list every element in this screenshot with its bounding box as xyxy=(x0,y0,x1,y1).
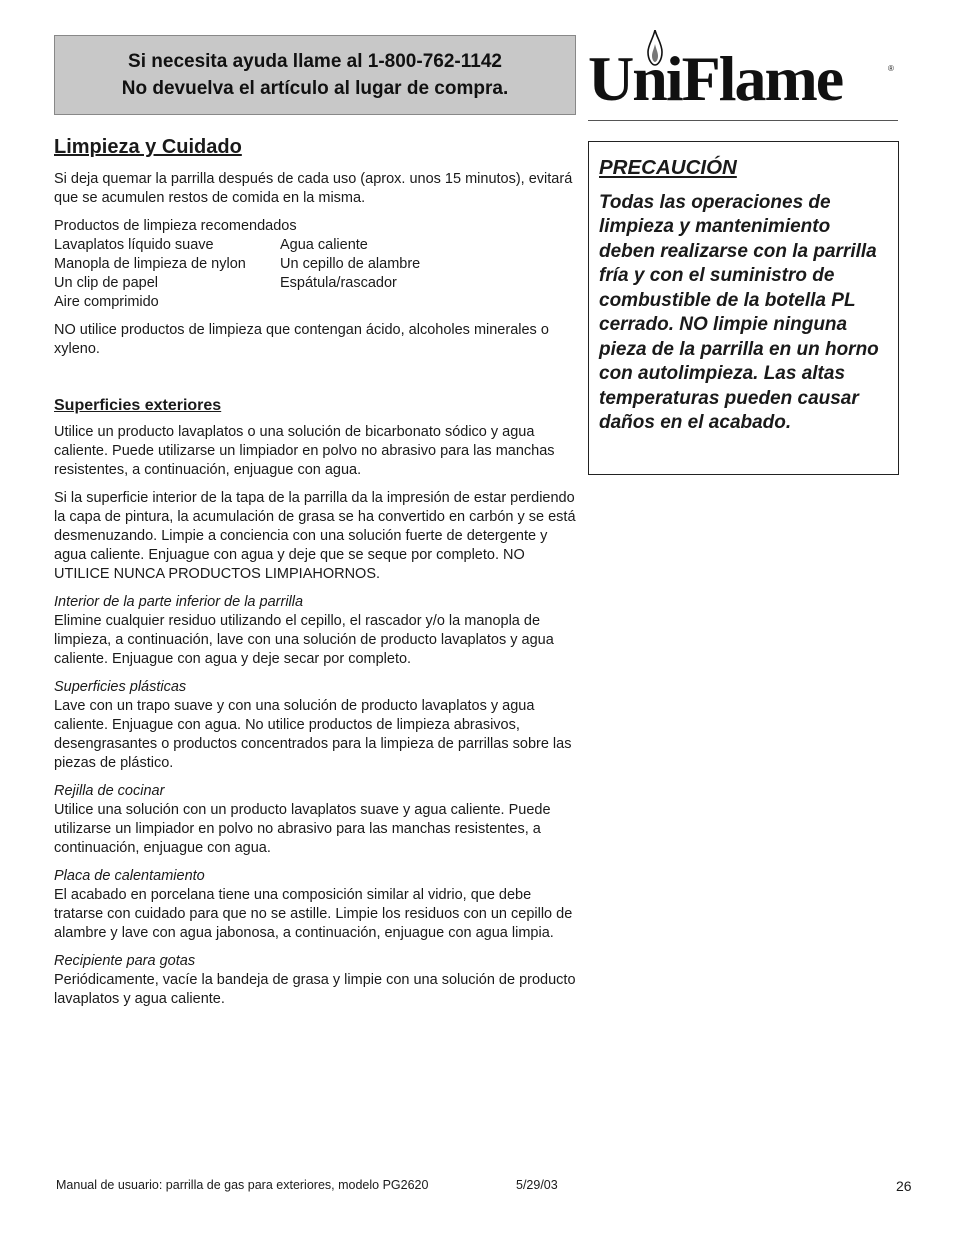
subsection xyxy=(54,782,576,858)
header-rule xyxy=(588,120,898,121)
logo-wordmark: UniFlame xyxy=(588,43,843,114)
product-item: Un clip de papel xyxy=(54,275,158,291)
help-banner xyxy=(54,35,576,115)
lid-paragraph: Si la superficie interior de la tapa de la parrilla da la impresión de estar perdiendo la capa de pintura, la acumulación de grasa se ha convertido en carbón y se está desmenuzando. Limpie a conciencia con una solución fuerte de detergente y agua caliente. Enjuague con agua y deje que se seque por completo. NO UTILICE NUNCA PRODUCTOS LIMPIAHORNOS. xyxy=(54,490,576,582)
subsection-text: Elimine cualquier residuo utilizando el cepillo, el rascador y/o la manopla de limpieza, a continuación, lave con una solución de producto lavaplatos y agua caliente. Enjuague con agua y deje secar por completo. xyxy=(54,613,554,667)
subsection-title: Placa de calentamiento xyxy=(54,868,205,884)
registered-mark: ® xyxy=(888,64,894,73)
uniflame-logo xyxy=(588,30,898,115)
exterior-heading: Superficies exteriores xyxy=(54,397,222,414)
subsection-title: Interior de la parte inferior de la parrilla xyxy=(54,594,304,610)
subsection xyxy=(54,678,576,773)
product-item: Un cepillo de alambre xyxy=(280,256,421,272)
return-notice-line: No devuelva el artículo al lugar de compra. xyxy=(121,78,509,99)
subsection-text: Lave con un trapo suave y con una solución de producto lavaplatos y agua caliente. Enjuague con agua. No utilice productos de limpieza abrasivos, desengrasantes o productos concentrados para la limpieza de parrillas sobre las piezas de plástico. xyxy=(54,698,572,771)
subsection-text: El acabado en porcelana tiene una composición similar al vidrio, que debe tratarse con cuidado para que no se astille. Limpie los residuos con un cepillo de alambre y lave con agua jabonosa, a continuación, enjuague con agua limpia. xyxy=(54,887,573,941)
product-item: Aire comprimido xyxy=(54,294,159,310)
subsection-text: Periódicamente, vacíe la bandeja de grasa y limpie con una solución de producto lavaplatos y agua caliente. xyxy=(54,972,576,1007)
subsection xyxy=(54,867,576,943)
footer-date: 5/29/03 xyxy=(516,1178,558,1192)
caution-text: Todas las operaciones de limpieza y mantenimiento deben realizarse con la parrilla fría y con el suministro de combustible de la botella PL cerrado. NO limpie ninguna pieza de la parrilla en un horno con autolimpieza. Las altas temperaturas pueden causar daños en el acabado. xyxy=(599,191,879,433)
subsection-title: Recipiente para gotas xyxy=(54,953,196,969)
footer-manual: Manual de usuario: parrilla de gas para exteriores, modelo PG2620 xyxy=(56,1178,429,1192)
product-item: Espátula/rascador xyxy=(280,275,397,291)
products-heading: Productos de limpieza recomendados xyxy=(54,218,297,234)
warning-paragraph: NO utilice productos de limpieza que contengan ácido, alcoholes minerales o xyleno. xyxy=(54,322,549,357)
caution-box xyxy=(588,141,899,475)
product-item: Lavaplatos líquido suave xyxy=(54,237,214,253)
subsection xyxy=(54,593,576,669)
product-item: Manopla de limpieza de nylon xyxy=(54,256,246,272)
exterior-paragraph: Utilice un producto lavaplatos o una solución de bicarbonato sódico y agua caliente. Puede utilizarse un limpiador en polvo no abrasivo para las manchas resistentes, a continuación, enjuague con agua. xyxy=(54,424,555,478)
subsection-text: Utilice una solución con un producto lavaplatos suave y agua caliente. Puede utilizarse un limpiador en polvo no abrasivo para las manchas resistentes, a continuación, enjuague con agua. xyxy=(54,802,551,856)
product-item xyxy=(280,293,576,312)
page-number: 26 xyxy=(896,1178,912,1194)
product-item: Agua caliente xyxy=(280,237,368,253)
products-list xyxy=(54,236,576,312)
subsection xyxy=(54,952,576,1009)
subsection-title: Superficies plásticas xyxy=(54,679,187,695)
subsection-title: Rejilla de cocinar xyxy=(54,783,165,799)
intro-paragraph: Si deja quemar la parrilla después de cada uso (aprox. unos 15 minutos), evitará que se acumulen restos de comida en la misma. xyxy=(54,171,573,206)
cleaning-section xyxy=(54,134,576,1018)
caution-title: PRECAUCIÓN xyxy=(599,156,737,179)
help-phone-line: Si necesita ayuda llame al 1-800-762-1142 xyxy=(128,51,502,72)
section-title: Limpieza y Cuidado xyxy=(54,136,242,158)
